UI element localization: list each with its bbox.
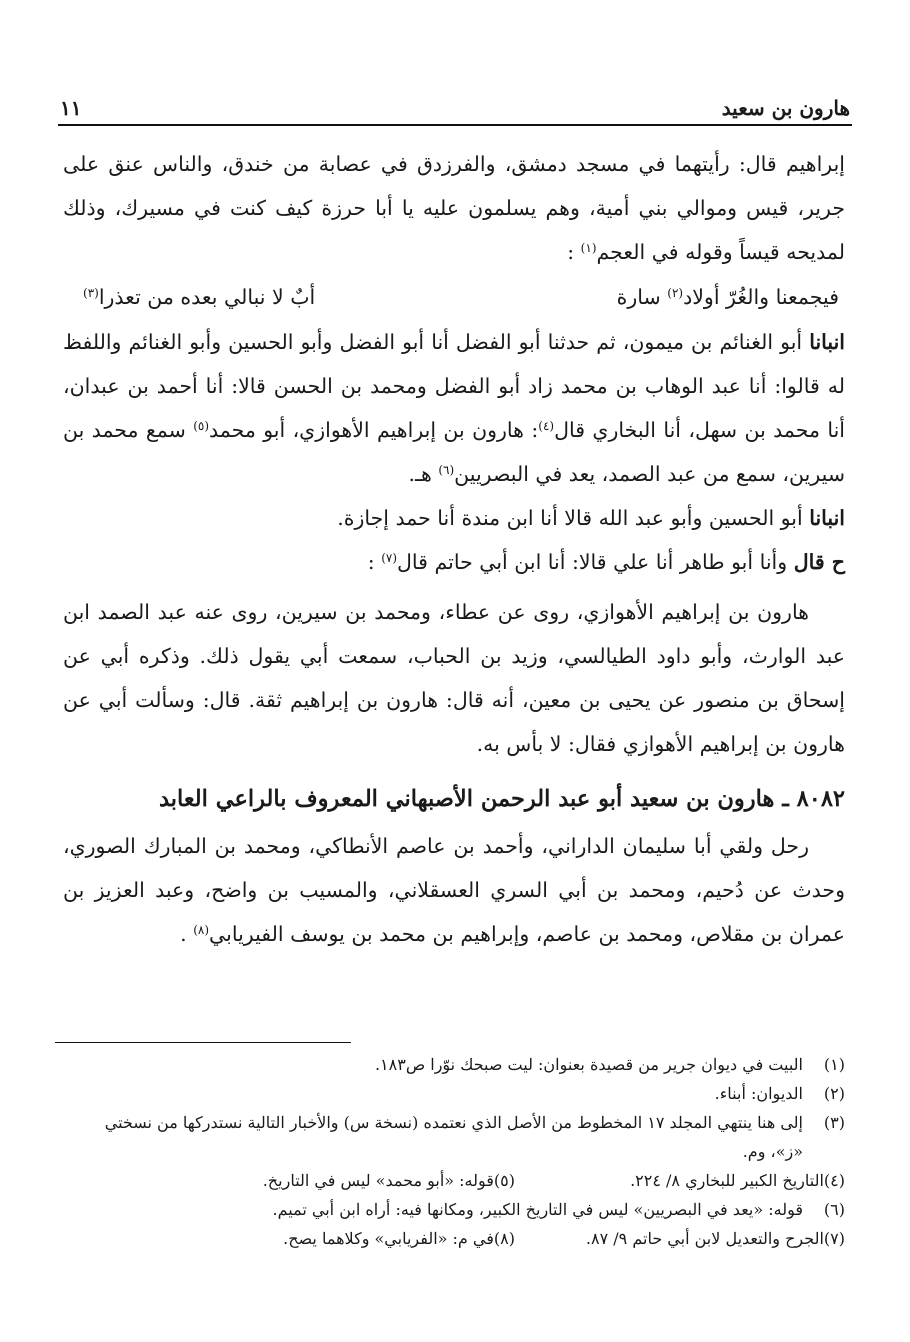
footnote-5: [263, 1166, 515, 1195]
footnote-rule: [55, 1042, 351, 1043]
footnote-6-number: (٦): [823, 1200, 845, 1219]
footnote-5-number: (٥): [493, 1171, 515, 1190]
footnote-ref-4: (٤): [538, 419, 555, 433]
footnote-1-number: (١): [823, 1055, 845, 1074]
paragraph-4-text: وأنا أبو طاهر أنا علي قالا: أنا ابن أبي حاتم قال: [397, 550, 788, 574]
paragraph-4-lead: ح قال: [793, 550, 845, 574]
paragraph-6-end: .: [180, 922, 187, 946]
verse-second-text: أبٌ لا نبالي بعده من تعذرا: [98, 285, 316, 309]
footnote-5-text: قوله: «أبو محمد» ليس في التاريخ.: [262, 1171, 494, 1190]
footnote-ref-3: (٣): [83, 286, 99, 300]
footnote-2: [50, 1079, 845, 1108]
footnote-1-text: البيت في ديوان جرير من قصيدة بعنوان: ليت صبحك نوّرا ص١٨٣.: [374, 1055, 803, 1074]
paragraph-5: [63, 590, 845, 766]
entry-heading: ٨٠٨٢ ـ هارون بن سعيد أبو عبد الرحمن الأصبهاني المعروف بالراعي العابد: [158, 786, 845, 812]
running-head: [60, 86, 850, 120]
verse-first-text: فيجمعنا والغُرّ أولاد: [683, 285, 839, 309]
paragraph-2-text-a: أبو الغنائم بن ميمون، ثم حدثنا أبو الفضل أنا أبو الفضل وأبو الحسين وأبو الغنائم واللفظ له قالوا: أنا عبد الوهاب بن محمد زاد أبو الفضل ومحمد بن الحسن قالا: أنا أحمد بن عبدان، أنا محمد بن سهل، أنا البخاري قال: [63, 330, 845, 442]
footnote-3-text: إلى هنا ينتهي المجلد ١٧ المخطوط من الأصل الذي نعتمده (نسخة س) والأخبار التالية نستدركها من نسختي: [104, 1113, 803, 1132]
footnote-ref-5: (٥): [193, 419, 210, 433]
main-text: [63, 142, 845, 956]
footnote-4-text: التاريخ الكبير للبخاري ٨/ ٢٢٤.: [630, 1171, 824, 1190]
footnote-ref-7: (٧): [381, 551, 398, 565]
footnote-ref-8: (٨): [193, 923, 210, 937]
footnote-3-body: [50, 1108, 803, 1166]
page-number: ١١: [60, 96, 82, 120]
footnote-2-text: الديوان: أبناء.: [714, 1084, 803, 1103]
footnote-6: [50, 1195, 845, 1224]
paragraph-6-text: رحل ولقي أبا سليمان الداراني، وأحمد بن عاصم الأنطاكي، ومحمد بن المبارك الصوري، وحدث عن دُحيم، ومحمد بن أبي السري العسقلاني، والمسيب بن واضح، وعبد العزيز بن عمران بن مقلاص، ومحمد بن عاصم، وإبراهيم بن محمد بن يوسف الفيريابي: [63, 834, 845, 946]
paragraph-3-lead: انبانا: [809, 506, 845, 530]
paragraph-2: [63, 320, 845, 496]
footnote-8: [283, 1224, 515, 1253]
footnote-6-text: قوله: «يعد في البصريين» ليس في التاريخ الكبير، ومكانها فيه: أراه ابن أبي تميم.: [272, 1200, 803, 1219]
footnote-7-number: (٧): [823, 1229, 845, 1248]
header-rule: [58, 124, 852, 126]
footnote-3-number: (٣): [823, 1113, 845, 1132]
footnotes: [50, 1050, 845, 1253]
paragraph-2-lead: انبانا: [809, 330, 845, 354]
paragraph-2-text-b: : هارون بن إبراهيم الأهوازي، أبو محمد: [209, 418, 539, 442]
footnote-row-7-8: [50, 1224, 845, 1253]
paragraph-3-text: أبو الحسين وأبو عبد الله قالا أنا ابن مندة أنا حمد إجازة.: [337, 506, 803, 530]
footnote-3-text-cont: «ز»، وم.: [742, 1142, 803, 1161]
paragraph-4: [63, 540, 845, 584]
running-title: هارون بن سعيد: [721, 96, 850, 120]
paragraph-5-text: هارون بن إبراهيم الأهوازي، روى عن عطاء، ومحمد بن سيرين، روى عنه عبد الصمد ابن عبد الوارث، وأبو داود الطيالسي، وزيد بن الحباب، سمعت أبي يقول ذلك. وذكره أبي عن إسحاق بن منصور عن يحيى بن معين، أنه قال: هارون بن إبراهيم ثقة. قال: وسألت أبي عن هارون بن إبراهيم الأهوازي فقال: لا بأس به.: [63, 600, 845, 756]
paragraph-2-text-c: سمع محمد بن سيرين، سمع من عبد الصمد، يعد في البصريين: [63, 418, 845, 486]
paragraph-1: [63, 142, 845, 274]
footnote-1: [50, 1050, 845, 1079]
footnote-4-number: (٤): [823, 1171, 845, 1190]
paragraph-1-text: إبراهيم قال: رأيتهما في مسجد دمشق، والفرزدق في عصابة من خندق، والناس عنق على جرير، قيس وموالي بني أمية، وهم يسلمون عليه يا أبا حرزة كيف كنت في مسيرك، وذلك لمديحه قيساً وقوله في العجم: [63, 152, 845, 264]
footnote-row-4-5: [50, 1166, 845, 1195]
footnote-4: [515, 1166, 845, 1195]
footnote-8-text: في م: «الفريابي» وكلاهما يصح.: [283, 1229, 494, 1248]
footnote-7-text: الجرح والتعديل لابن أبي حاتم ٩/ ٨٧.: [585, 1229, 824, 1248]
footnote-8-number: (٨): [493, 1229, 515, 1248]
paragraph-2-end: هـ.: [408, 462, 432, 486]
footnote-2-number: (٢): [823, 1084, 845, 1103]
footnote-3: [50, 1108, 845, 1166]
footnote-ref-6: (٦): [438, 463, 455, 477]
verse-first-hemistich: [617, 274, 839, 320]
paragraph-6: [63, 824, 845, 956]
paragraph-3: [63, 496, 845, 540]
verse-first-end: سارة: [616, 285, 661, 309]
paragraph-4-end: :: [367, 550, 375, 574]
footnote-7: [515, 1224, 845, 1253]
poetry-verse: [63, 274, 845, 320]
verse-second-hemistich: [83, 274, 315, 320]
paragraph-1-end: :: [567, 240, 575, 264]
footnote-ref-1: (١): [580, 241, 597, 255]
footnote-ref-2: (٢): [667, 286, 684, 300]
